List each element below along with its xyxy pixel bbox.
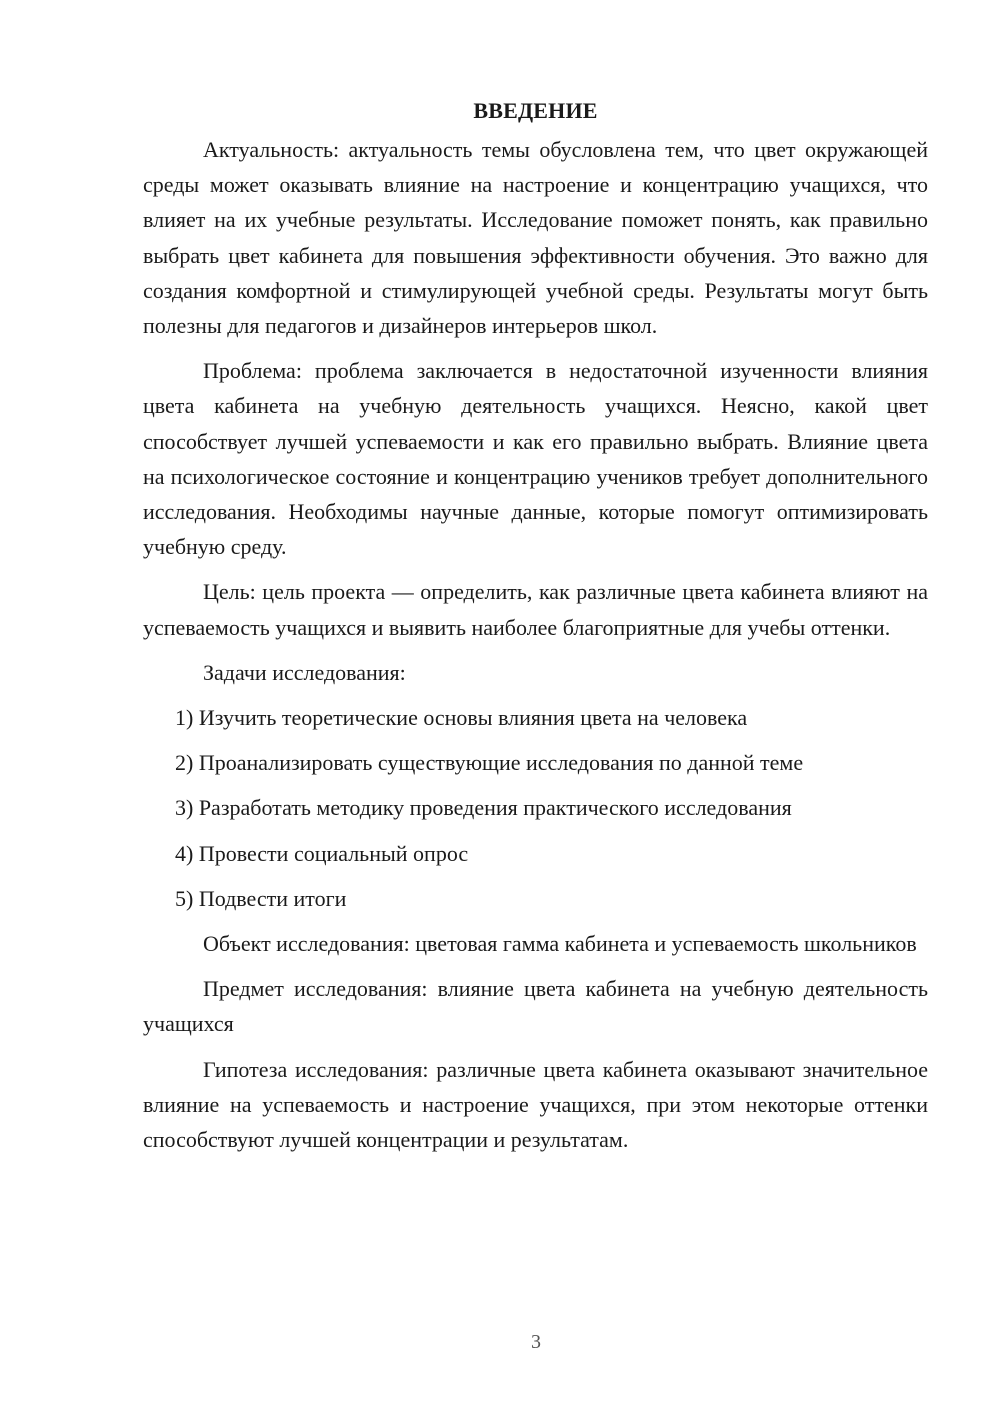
- list-item: 5) Подвести итоги: [175, 885, 347, 911]
- document-body: [143, 96, 928, 1157]
- paragraph-problem: Проблема: проблема заключается в недостаточной изученности влияния цвета кабинета на учебную деятельность учащихся. Неясно, какой цвет способствует лучшей успеваемости и как его правильно выбрать. Влияние цвета на психологическое состояние и концентрацию учеников требует дополнительного исследования. Необходимы научные данные, которые помогут оптимизировать учебную среду.: [143, 358, 928, 560]
- list-item: 2) Проанализировать существующие исследования по данной теме: [175, 750, 804, 776]
- paragraph-relevance: Актуальность: актуальность темы обусловлена тем, что цвет окружающей среды может оказывать влияние на настроение и концентрацию учащихся, что влияет на их учебные результаты. Исследование поможет понять, как правильно выбрать цвет кабинета для повышения эффективности обучения. Это важно для создания комфортной и стимулирующей учебной среды. Результаты могут быть полезны для педагогов и дизайнеров интерьеров школ.: [143, 137, 928, 339]
- paragraph-object: Объект исследования: цветовая гамма кабинета и успеваемость школьников: [203, 931, 917, 957]
- paragraph-hypothesis: Гипотеза исследования: различные цвета кабинета оказывают значительное влияние на успеваемость и настроение учащихся, при этом некоторые оттенки способствуют лучшей концентрации и результатам.: [143, 1056, 928, 1153]
- paragraph-subject: Предмет исследования: влияние цвета кабинета на учебную деятельность учащихся: [143, 976, 928, 1037]
- tasks-heading: Задачи исследования:: [203, 659, 406, 685]
- tasks-list: [143, 700, 928, 916]
- page-number: 3: [531, 1331, 541, 1353]
- list-item: 3) Разработать методику проведения практического исследования: [175, 795, 792, 821]
- paragraph-goal: Цель: цель проекта — определить, как различные цвета кабинета влияют на успеваемость учащихся и выявить наиболее благоприятные для учебы оттенки.: [143, 579, 928, 640]
- page-title: ВВЕДЕНИЕ: [473, 98, 598, 123]
- list-item: 4) Провести социальный опрос: [175, 840, 469, 866]
- list-item: 1) Изучить теоретические основы влияния цвета на человека: [175, 705, 748, 731]
